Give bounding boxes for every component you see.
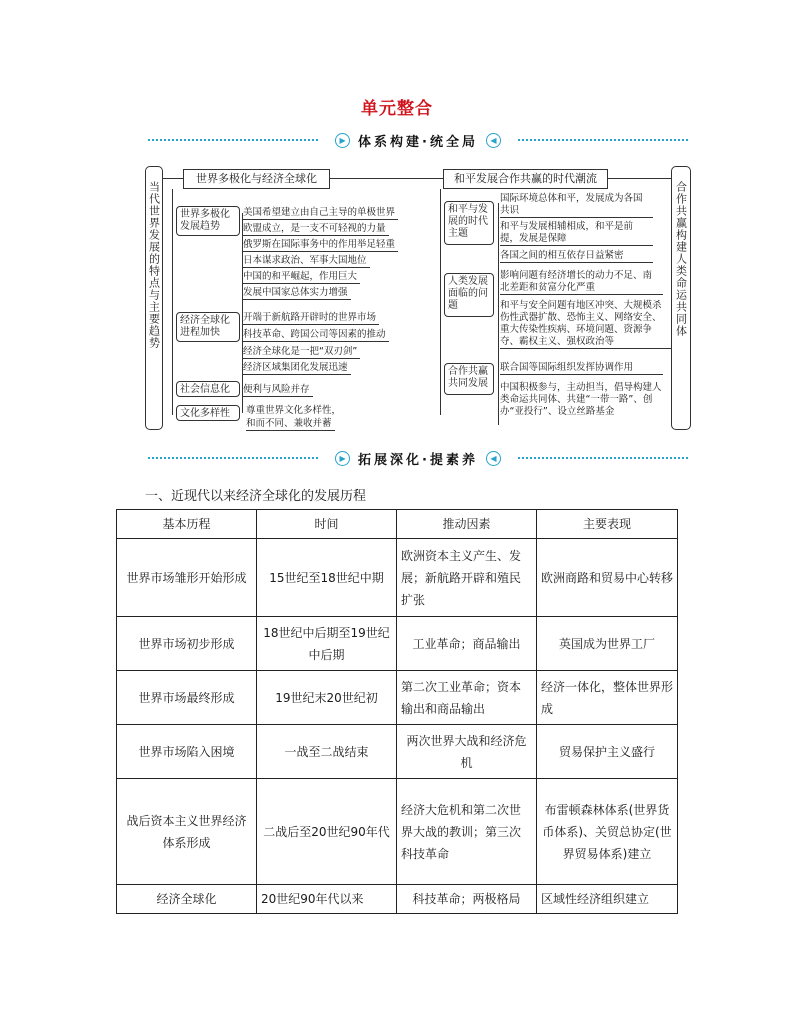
right-item: 和平与发展相辅相成，和平是前提，发展是保障	[500, 221, 653, 246]
table-cell: 二战后至20世纪90年代	[257, 779, 397, 885]
table-cell: 欧洲资本主义产生、发展；新航路开辟和殖民扩张	[397, 539, 537, 617]
left-item: 中国的和平崛起，作用巨大	[243, 271, 360, 284]
arrow-left-icon: ◀	[486, 133, 501, 148]
section-heading: 一、近现代以来经济全球化的发展历程	[145, 489, 367, 504]
right-spine	[440, 189, 441, 415]
table-cell: 贸易保护主义盛行	[537, 725, 678, 779]
left-item: 开端于新航路开辟时的世界市场	[243, 312, 379, 325]
left-item: 经济全球化是一把“双刃剑”	[243, 346, 360, 359]
table-row	[117, 539, 678, 617]
table-row	[117, 671, 678, 725]
top-left-topic: 世界多极化与经济全球化	[183, 169, 330, 189]
left-item: 和而不同、兼收并蓄	[246, 418, 335, 431]
banner-divider-right	[518, 457, 688, 459]
right-category-problems: 人类发展面临的问题	[444, 273, 494, 317]
left-item: 经济区域集团化发展迅速	[243, 362, 351, 375]
header-cell: 推动因素	[397, 510, 537, 539]
arrow-left-icon: ◀	[486, 451, 501, 466]
table-cell: 15世纪至18世纪中期	[257, 539, 397, 617]
arrow-right-icon: ▶	[335, 133, 350, 148]
table-cell: 世界市场最终形成	[117, 671, 257, 725]
table-cell: 工业革命；商品输出	[397, 617, 537, 671]
table-cell: 欧洲商路和贸易中心转移	[537, 539, 678, 617]
right-middle-spine	[498, 203, 499, 425]
left-item: 俄罗斯在国际事务中的作用举足轻重	[243, 239, 398, 252]
table-row	[117, 779, 678, 885]
table-cell: 科技革命；两极格局	[397, 885, 537, 914]
table-cell: 20世纪90年代以来	[257, 885, 397, 914]
left-item: 尊重世界文化多样性，	[246, 405, 342, 416]
right-category-theme: 和平与发展的时代主题	[444, 201, 494, 245]
left-category-information: 社会信息化	[176, 381, 240, 397]
table-cell: 世界市场初步形成	[117, 617, 257, 671]
table-row	[117, 725, 678, 779]
right-vertical-box	[671, 166, 691, 430]
table-cell: 区域性经济组织建立	[537, 885, 678, 914]
table-row	[117, 885, 678, 914]
right-item: 影响问题有经济增长的动力不足、南北差距和贫富分化严重	[500, 270, 663, 295]
table-cell: 经济全球化	[117, 885, 257, 914]
banner-top-label: 体系构建·统全局	[358, 134, 478, 150]
right-item: 各国之间的相互依存日益紧密	[500, 250, 653, 263]
right-category-cooperation: 合作共赢共同发展	[444, 363, 494, 395]
left-category-multipolar: 世界多极化发展趋势	[176, 206, 240, 236]
left-item: 便利与风险并存	[243, 384, 313, 397]
table-cell: 世界市场雏形开始形成	[117, 539, 257, 617]
header-cell: 主要表现	[537, 510, 678, 539]
banner-deepen	[148, 448, 688, 468]
left-vertical-box	[145, 166, 163, 430]
table-cell: 经济一体化，整体世界形成	[537, 671, 678, 725]
header-cell: 时间	[257, 510, 397, 539]
table-cell: 英国成为世界工厂	[537, 617, 678, 671]
banner-pill	[329, 448, 507, 469]
left-item: 科技革命、跨国公司等因素的推动	[243, 329, 389, 342]
table-row	[117, 617, 678, 671]
left-vertical-text: 当代世界发展的特点与主要趋势	[147, 181, 161, 349]
table-cell: 18世纪中后期至19世纪中后期	[257, 617, 397, 671]
table-cell: 两次世界大战和经济危机	[397, 725, 537, 779]
table-cell: 第二次工业革命；资本输出和商品输出	[397, 671, 537, 725]
arrow-right-icon: ▶	[335, 451, 350, 466]
right-item: 联合国等国际组织发挥协调作用	[500, 362, 663, 375]
history-table	[116, 509, 678, 914]
left-item: 欧盟成立，是一支不可轻视的力量	[243, 223, 389, 236]
banner-divider-left	[148, 457, 318, 459]
left-item: 发展中国家总体实力增强	[243, 287, 351, 300]
banner-bottom-label: 拓展深化·提素养	[358, 452, 478, 468]
left-category-culture: 文化多样性	[176, 405, 240, 421]
left-item: 日本谋求政治、军事大国地位	[243, 255, 370, 268]
left-category-globalization: 经济全球化进程加快	[176, 312, 240, 342]
header-cell: 基本历程	[117, 510, 257, 539]
top-right-topic: 和平发展合作共赢的时代潮流	[443, 169, 608, 189]
table-cell: 一战至二战结束	[257, 725, 397, 779]
right-vertical-text: 合作共赢构建人类命运共同体	[674, 181, 688, 337]
table-cell: 布雷顿森林体系(世界货币体系)、关贸总协定(世界贸易体系)建立	[537, 779, 678, 885]
right-item: 和平与安全问题有地区冲突、大规模杀伤性武器扩散、恐怖主义、网络安全、重大传染性疾病、环境问题、资源争夺、霸权主义、强权政治等	[500, 300, 671, 349]
page-title: 单元整合	[361, 99, 433, 119]
mindmap	[0, 0, 794, 440]
table-cell: 世界市场陷入困境	[117, 725, 257, 779]
right-item: 国际环境总体和平，发展成为各国共识	[500, 193, 653, 218]
right-item: 中国积极参与，主动担当，倡导构建人类命运共同体、共建“一带一路”、创办“亚投行”、设立丝路基金	[500, 382, 662, 417]
table-cell: 战后资本主义世界经济体系形成	[117, 779, 257, 885]
table-header-row	[117, 510, 678, 539]
table-cell: 经济大危机和第二次世界大战的教训；第三次科技革命	[397, 779, 537, 885]
table-cell: 19世纪末20世纪初	[257, 671, 397, 725]
left-spine	[172, 189, 173, 415]
left-item: 美国希望建立由自己主导的单极世界	[243, 207, 398, 220]
